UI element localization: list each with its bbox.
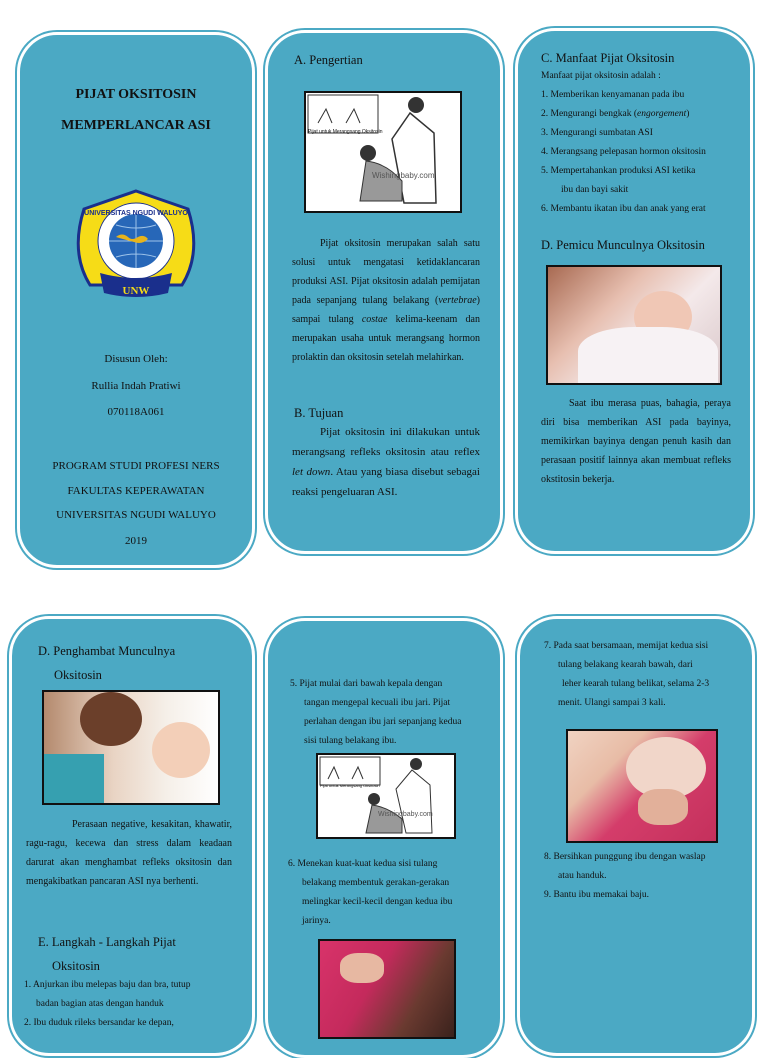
step-item: 5. Pijat mulai dari bawah kepala dengan — [290, 679, 443, 689]
penghambat-panel — [9, 616, 255, 1056]
manfaat-item-part: 2. Mengurangi bengkak ( — [541, 109, 638, 119]
step-item-cont: atau handuk. — [558, 871, 607, 881]
cover-title-line2: MEMPERLANCAR ASI — [61, 118, 211, 133]
university-logo — [66, 187, 206, 311]
manfaat-item — [541, 105, 741, 124]
pengertian-text-part: Pijat oksitosin merupakan salah satu solusi untuk mengatasi ketidaklancaran produksi ASI. Pijat oksitosin adalah pemijatan pada sepanjang tulang belakang ( — [292, 238, 480, 306]
tujuan-text-part: . Atau yang biasa disebut sebagai reaksi pengeluaran ASI. — [292, 466, 480, 498]
steps-panel-right — [517, 616, 755, 1056]
pengertian-text-part: kelima-keenam dan merupakan usaha untuk merangsang hormon prolaktin dan oksitosin setelah melahirkan. — [292, 314, 480, 363]
manfaat-item: 3. Mengurangi sumbatan ASI — [541, 128, 653, 138]
step-item-cont: sisi tulang belakang ibu. — [304, 736, 397, 746]
heading-langkah-line: Oksitosin — [52, 959, 100, 973]
heading-penghambat — [38, 639, 175, 687]
term-let-down: let down — [292, 466, 331, 478]
heading-pemicu: D. Pemicu Munculnya Oksitosin — [541, 238, 705, 252]
step-item: 6. Menekan kuat-kuat kedua sisi tulang — [288, 859, 438, 869]
term-engorgement: engorgement — [637, 109, 687, 119]
pengertian-text-part: ) sampai tulang — [292, 295, 480, 325]
figure-watermark-2: Wishingbaby.com — [378, 811, 433, 818]
pengertian-text — [292, 234, 480, 367]
step5 — [290, 675, 500, 751]
manfaat-intro: Manfaat pijat oksitosin adalah : — [541, 71, 661, 81]
heading-penghambat-line: Oksitosin — [54, 668, 102, 682]
manfaat-item: 4. Merangsang pelepasan hormon oksitosin — [541, 147, 706, 157]
back-massage-photo — [318, 939, 456, 1039]
heading-tujuan: B. Tujuan — [294, 406, 344, 420]
manfaat-item: 6. Membantu ikatan ibu dan anak yang erat — [541, 204, 706, 214]
massage-illustration — [304, 91, 462, 213]
step6 — [288, 855, 500, 931]
term-vertebrae: vertebrae — [438, 295, 477, 306]
manfaat-item-cont: ibu dan bayi sakit — [561, 185, 629, 195]
newborn-photo — [546, 265, 722, 385]
step-item-cont: melingkar kecil-kecil dengan kedua ibu — [302, 897, 453, 907]
figure-caption: Pijat untuk Merangsang Oksitosin — [308, 129, 383, 135]
student-id: 070118A061 — [107, 406, 165, 418]
logo-banner-text: UNW — [122, 285, 150, 297]
step-item-cont: leher kearah tulang belikat, selama 2-3 — [562, 679, 710, 689]
step-item: 9. Bantu ibu memakai baju. — [544, 890, 650, 900]
baby-head-shape — [152, 722, 210, 778]
heading-penghambat-line: D. Penghambat Munculnya — [38, 644, 176, 658]
step-item-cont: tangan mengepal kecuali ibu jari. Pijat — [304, 698, 451, 708]
step-item-cont: menit. Ulangi sampai 3 kali. — [558, 698, 666, 708]
heading-langkah-line: E. Langkah - Langkah Pijat — [38, 935, 176, 949]
step8-9 — [544, 848, 752, 905]
faculty-name: FAKULTAS KEPERAWATAN — [67, 485, 205, 497]
tujuan-text — [292, 422, 480, 502]
massage-illustration-2 — [316, 753, 456, 839]
mother-head-shape — [80, 692, 142, 746]
manfaat-item: 1. Memberikan kenyamanan pada ibu — [541, 90, 685, 100]
manfaat-item: 5. Mempertahankan produksi ASI ketika — [541, 166, 696, 176]
step-item: 7. Pada saat bersamaan, memijat kedua sisi — [544, 641, 709, 651]
term-costae: costae — [361, 314, 388, 325]
hand-shape — [340, 953, 384, 983]
university-name: UNIVERSITAS NGUDI WALUYO — [56, 509, 216, 521]
thumb-massage-photo — [566, 729, 718, 843]
blanket-shape — [578, 327, 718, 385]
logo-ring-text: UNIVERSITAS NGUDI WALUYO — [84, 210, 188, 217]
pengertian-panel — [265, 30, 503, 554]
year: 2019 — [125, 535, 147, 547]
step-item-cont: belakang membentuk gerakan-gerakan — [302, 878, 450, 888]
manfaat-item-part: ) — [686, 109, 690, 119]
cover-panel — [17, 32, 255, 568]
manfaat-list — [541, 67, 741, 219]
tujuan-text-part: Pijat oksitosin ini dilakukan untuk merangsang refleks oksitosin atau reflex — [292, 426, 480, 458]
step-item: 2. Ibu duduk rileks bersandar ke depan, — [24, 1018, 174, 1028]
step-item: 8. Bersihkan punggung ibu dengan waslap — [544, 852, 706, 862]
thumb-shape — [638, 789, 688, 825]
manfaat-panel — [515, 28, 753, 554]
heading-langkah — [38, 930, 176, 978]
pemicu-text: Saat ibu merasa puas, bahagia, peraya diri bisa memberikan ASI pada bayinya, memikirkan bayinya dengan penuh kasih dan perasaan positif lainnya akan membuat refleks okstitosin bekerja. — [541, 398, 731, 485]
shirt-shape — [44, 754, 104, 805]
step-item-cont: jarinya. — [302, 916, 331, 926]
author-name: Rullia Indah Pratiwi — [91, 380, 181, 392]
steps-panel-middle — [265, 618, 503, 1058]
step-item-cont: perlahan dengan ibu jari sepanjang kedua — [304, 717, 462, 727]
step-item-cont: badan bagian atas dengan handuk — [36, 999, 164, 1009]
heading-manfaat: C. Manfaat Pijat Oksitosin — [541, 51, 675, 65]
step-item: 1. Anjurkan ibu melepas baju dan bra, tutup — [24, 980, 191, 990]
program-name: PROGRAM STUDI PROFESI NERS — [52, 460, 220, 472]
step-item-cont: tulang belakang kearah bawah, dari — [558, 660, 693, 670]
cover-title-line1: PIJAT OKSITOSIN — [75, 87, 197, 102]
figure-caption-2: Pijat untuk Merangsang Oksitosin — [320, 783, 380, 788]
mother-baby-photo — [42, 690, 220, 805]
penghambat-text: Perasaan negative, kesakitan, khawatir, ragu-ragu, kecewa dan stress dalam keadaan darurat akan menghambat refleks oksitosin dan mengakibatkan pancaran ASI nya berhenti. — [26, 819, 232, 887]
step7 — [544, 637, 752, 713]
heading-pengertian: A. Pengertian — [294, 53, 363, 67]
figure-watermark: Wishingbaby.com — [372, 171, 435, 180]
prepared-by-label: Disusun Oleh: — [104, 353, 168, 365]
massage-drawing — [306, 93, 460, 211]
langkah-list-start — [24, 976, 248, 1033]
massage-drawing-2 — [318, 755, 454, 837]
